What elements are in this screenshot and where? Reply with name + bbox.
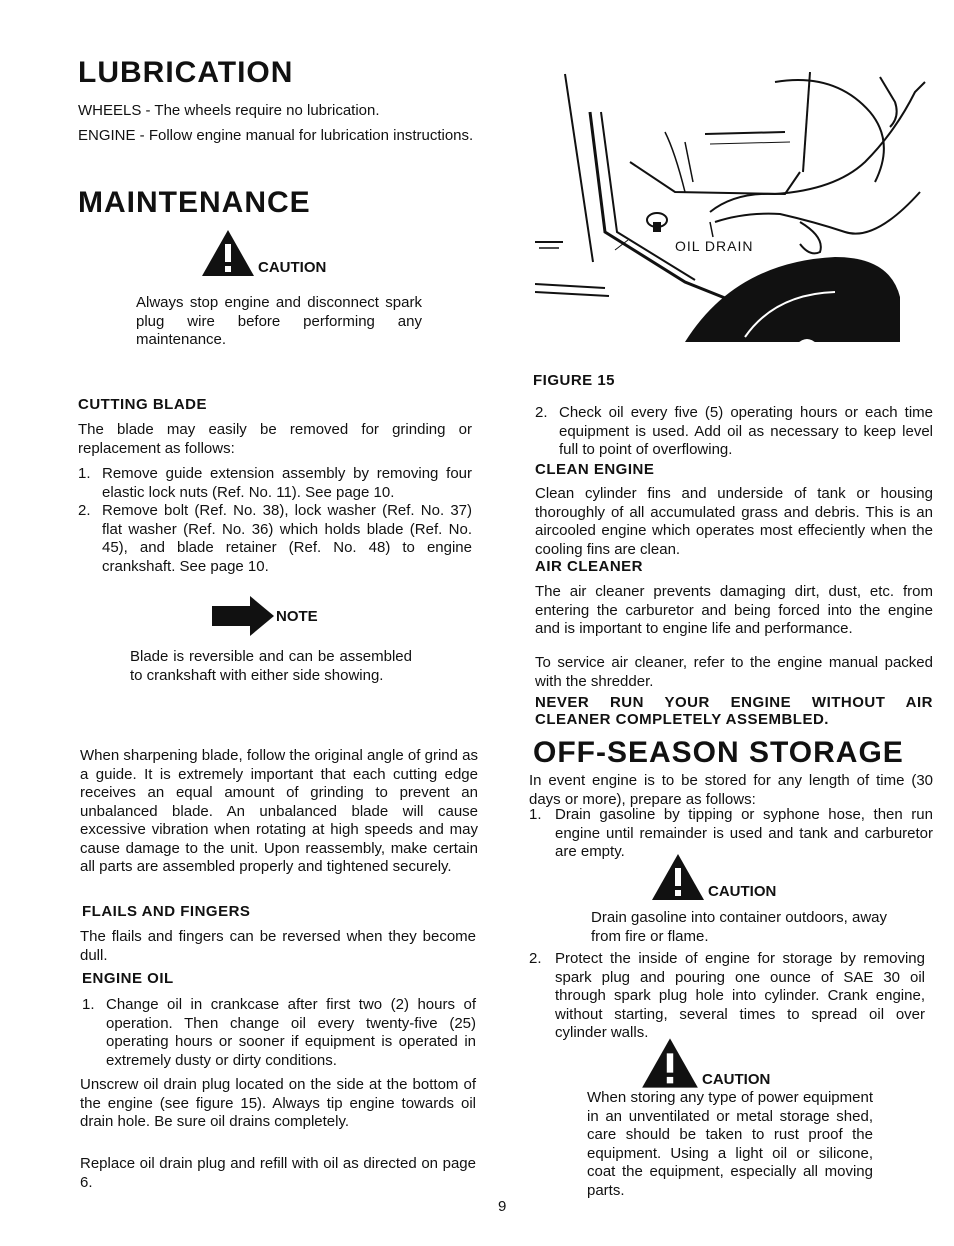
air-cleaner-heading: AIR CLEANER: [535, 558, 644, 575]
air-cleaner-warning: NEVER RUN YOUR ENGINE WITHOUT AIR CLEANER COMPLETELY ASSEMBLED.: [535, 694, 933, 728]
step-number: 2.: [535, 404, 548, 421]
warning-triangle-icon: [650, 852, 706, 902]
lubrication-title: LUBRICATION: [78, 56, 294, 89]
cutting-blade-heading: CUTTING BLADE: [78, 396, 207, 413]
note-arrow-icon: [212, 596, 274, 636]
step-text: Check oil every five (5) operating hours or each time equipment is used. Add oil as necessary to keep level full to point of overflowing.: [559, 404, 933, 458]
lubrication-engine-text: ENGINE - Follow engine manual for lubrication instructions.: [78, 127, 474, 144]
storage-caution-1: [650, 852, 776, 902]
page-number: 9: [498, 1198, 507, 1215]
warning-triangle-icon: [640, 1036, 700, 1090]
maintenance-caution: [200, 228, 326, 278]
replace-text: Replace oil drain plug and refill with oil as directed on page 6.: [80, 1155, 476, 1191]
step-number: 2.: [78, 502, 91, 519]
storage-caution-2-text: When storing any type of power equipment in an unventilated or metal storage shed, care should be taken to rust proof the equipment. Using a light oil or silicone, coat the equipment, especially all moving parts.: [587, 1089, 873, 1199]
lubrication-wheels-text: WHEELS - The wheels require no lubrication.: [78, 102, 380, 119]
step-text: Change oil in crankcase after first two (2) hours of operation. Then change oil every twenty-five (25) operating hours or sooner if equipment is operated in extremely dusty or dirty conditions.: [106, 996, 476, 1069]
caution-label: CAUTION: [702, 1071, 771, 1088]
storage-caution-2: [640, 1036, 770, 1090]
air-cleaner-text-1: The air cleaner prevents damaging dirt, dust, etc. from entering the carburetor and being forced into the engine and is important to engine life and performance.: [535, 583, 933, 637]
figure-caption: FIGURE 15: [533, 372, 616, 389]
storage-caution-1-text: Drain gasoline into container outdoors, away from fire or flame.: [591, 909, 888, 945]
step-text: Protect the inside of engine for storage by removing spark plug and pouring one ounce of SAE 30 oil through spark plug hole into cylinder. Crank engine, without starting, several times to spread oil over cylinder walls.: [555, 950, 925, 1041]
list-item: [529, 950, 925, 1043]
list-item: [78, 502, 472, 576]
note-label: NOTE: [276, 607, 318, 625]
storage-title: OFF-SEASON STORAGE: [533, 736, 904, 769]
caution-label: CAUTION: [258, 259, 327, 276]
step-number: 1.: [529, 806, 542, 823]
list-item: [78, 465, 472, 502]
clean-engine-heading: CLEAN ENGINE: [535, 461, 655, 478]
maintenance-caution-text: Always stop engine and disconnect spark plug wire before performing any maintenance.: [136, 294, 422, 348]
step-number: 2.: [529, 950, 542, 967]
list-item: [535, 404, 933, 460]
figure-15-illustration: [535, 72, 935, 362]
note-text: Blade is reversible and can be assembled to crankshaft with either side showing.: [130, 648, 412, 684]
cutting-blade-steps: [78, 465, 472, 576]
warning-triangle-icon: [200, 228, 256, 278]
flails-heading: FLAILS AND FINGERS: [82, 903, 251, 920]
step-number: 1.: [82, 996, 95, 1013]
flails-text: The flails and fingers can be reversed when they become dull.: [80, 928, 476, 964]
step-number: 1.: [78, 465, 91, 482]
engine-oil-step-2: [535, 404, 933, 460]
clean-engine-text: Clean cylinder fins and underside of tank or housing thoroughly of all accumulated grass and debris. This is an aircooled engine which operates most effeciently when the cooling fins are clean.: [535, 485, 933, 558]
storage-intro: In event engine is to be stored for any length of time (30 days or more), prepare as follows:: [529, 772, 933, 808]
engine-oil-heading: ENGINE OIL: [82, 970, 174, 987]
step-text: Drain gasoline by tipping or syphone hose, then run engine until remainder is used and tank and carburetor are empty.: [555, 806, 933, 860]
step-text: Remove bolt (Ref. No. 38), lock washer (Ref. No. 37) flat washer (Ref. No. 36) which holds blade (Ref. No. 45), and blade retainer (Ref. No. 48) to engine crankshaft. See page 10.: [102, 502, 472, 575]
unscrew-text: Unscrew oil drain plug located on the side at the bottom of the engine (see figure 15). Always tip engine towards oil drain hole. Be sure oil drains completely.: [80, 1076, 476, 1130]
caution-label: CAUTION: [708, 883, 777, 900]
oil-drain-callout: OIL DRAIN: [675, 238, 754, 254]
maintenance-title: MAINTENANCE: [78, 186, 311, 219]
list-item: [82, 996, 476, 1070]
air-cleaner-text-2: To service air cleaner, refer to the engine manual packed with the shredder.: [535, 654, 933, 690]
step-text: Remove guide extension assembly by removing four elastic lock nuts (Ref. No. 11). See page 10.: [102, 465, 472, 501]
sharpening-text: When sharpening blade, follow the original angle of grind as a guide. It is extremely important that each cutting edge receives an equal amount of grinding to prevent an unbalanced blade. An unbalanced blade will cause excessive vibration when rotating at high speeds and may cause damage to the unit. Upon reassembly, make certain all parts are assembled properly and tightened securely.: [80, 747, 478, 875]
note-callout: [212, 596, 318, 636]
oil-drain-illustration: [535, 72, 935, 362]
storage-step-2: [529, 950, 925, 1043]
cutting-blade-intro: The blade may easily be removed for grinding or replacement as follows:: [78, 421, 472, 457]
engine-oil-step-1: [82, 996, 476, 1070]
